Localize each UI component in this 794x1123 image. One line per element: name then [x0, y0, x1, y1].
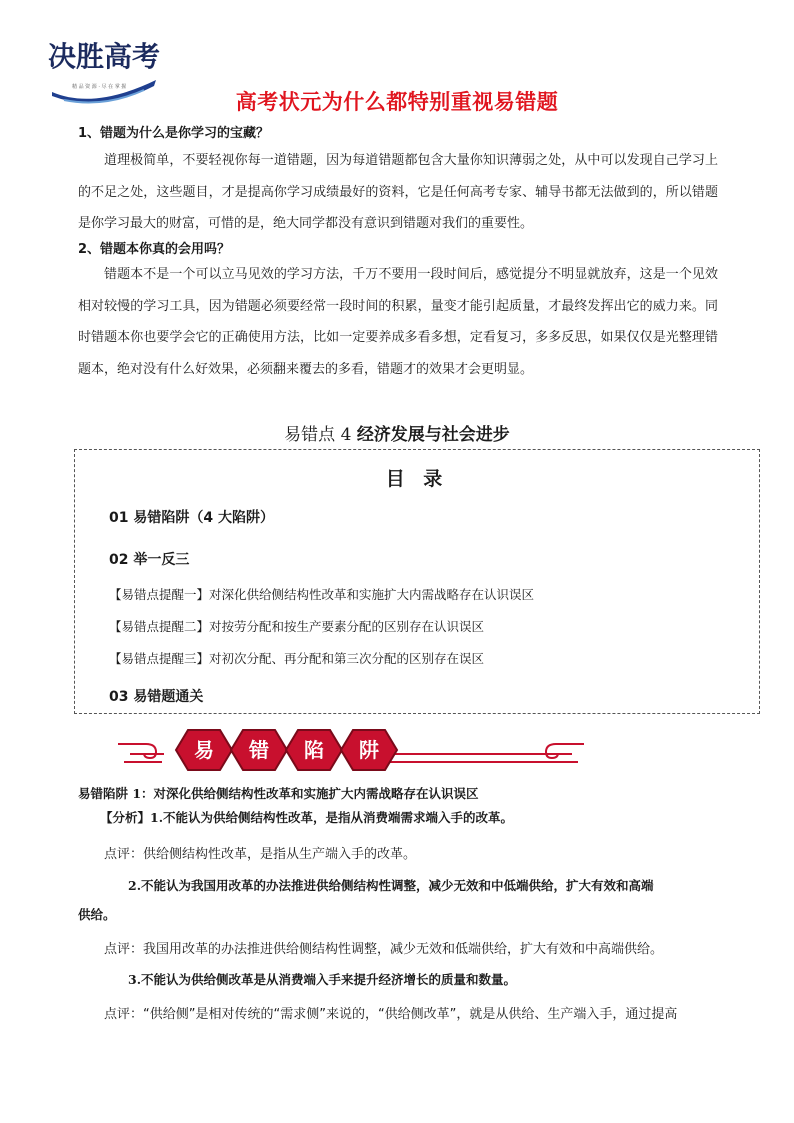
- section-name: 经济发展与社会进步: [356, 425, 510, 445]
- section-heading: [0, 420, 794, 445]
- paragraph-1: 道理极简单，不要轻视你每一道错题，因为每道错题都包含大量你知识薄弱之处，从中可以发现自己学习上的不足之处，这些题目，才是提高你学习成绩最好的资料，它是任何高考专家、辅导书都无法做到的，所以错题是你学习最大的财富，可惜的是，绝大同学都没有意识到错题对我们的重要性。: [78, 153, 718, 231]
- question-1: 1、错题为什么是你学习的宝藏？: [78, 126, 270, 141]
- banner-char: 易: [194, 738, 214, 762]
- toc-heading-1: 01 易错陷阱（4 大陷阱）: [109, 510, 274, 526]
- logo-subtext: 精 品 资 源 · 尽 在 掌 握: [72, 84, 127, 90]
- question-2: 2、错题本你真的会用吗？: [78, 242, 231, 257]
- toc-title: 目 录: [385, 468, 449, 490]
- banner-char: 陷: [304, 738, 324, 762]
- comment-2: 点评：我国用改革的办法推进供给侧结构性调整，减少无效和低端供给，扩大有效和中高端供给。: [104, 942, 664, 957]
- toc-item: 【易错点提醒三】对初次分配、再分配和第三次分配的区别存在误区: [109, 651, 485, 666]
- analysis-2-line-1: 2.不能认为我国用改革的办法推进供给侧结构性调整，减少无效和中低端供给，扩大有效和高端: [128, 878, 654, 893]
- analysis-1: 【分析】1.不能认为供给侧结构性改革，是指从消费端需求端入手的改革。: [100, 810, 514, 825]
- trap-banner: [116, 722, 586, 778]
- analysis-2-line-2: 供给。: [78, 907, 116, 922]
- toc-heading-2: 02 举一反三: [109, 552, 190, 568]
- toc-item: 【易错点提醒一】对深化供给侧结构性改革和实施扩大内需战略存在认识误区: [109, 587, 535, 602]
- banner-char: 阱: [359, 738, 379, 762]
- banner-left-ornament: [118, 744, 164, 762]
- comment-1: 点评：供给侧结构性改革，是指从生产端入手的改革。: [104, 847, 417, 862]
- toc-heading-3: 03 易错题通关: [109, 689, 204, 705]
- table-of-contents: [74, 449, 760, 714]
- toc-item: 【易错点提醒二】对按劳分配和按生产要素分配的区别存在认识误区: [109, 619, 485, 634]
- paragraph-2: 错题本不是一个可以立马见效的学习方法，千万不要用一段时间后，感觉提分不明显就放弃，这是一个见效相对较慢的学习工具，因为错题必须要经常一段时间的积累，量变才能引起质量，才最终发挥出它的威力来。同时错题本你也要学会它的正确使用方法，比如一定要养成多看多想，定看复习，多多反思，如果仅仅是光整理错题本，绝对没有什么好效果，必须翻来覆去的多看，错题才的效果才会更明显。: [78, 267, 718, 377]
- comment-3: 点评：“供给侧”是相对传统的“需求侧”来说的，“供给侧改革”，就是从供给、生产端入手，通过提高: [104, 1007, 678, 1022]
- banner-char: 错: [249, 738, 269, 762]
- page-title: 高考状元为什么都特别重视易错题: [235, 90, 559, 114]
- logo-text: 决胜高考: [48, 40, 161, 73]
- section-label: 易错点 4: [284, 425, 352, 445]
- trap-1-title: 易错陷阱 1：对深化供给侧结构性改革和实施扩大内需战略存在认识误区: [78, 786, 479, 801]
- analysis-3: 3.不能认为供给侧改革是从消费端入手来提升经济增长的质量和数量。: [128, 972, 517, 987]
